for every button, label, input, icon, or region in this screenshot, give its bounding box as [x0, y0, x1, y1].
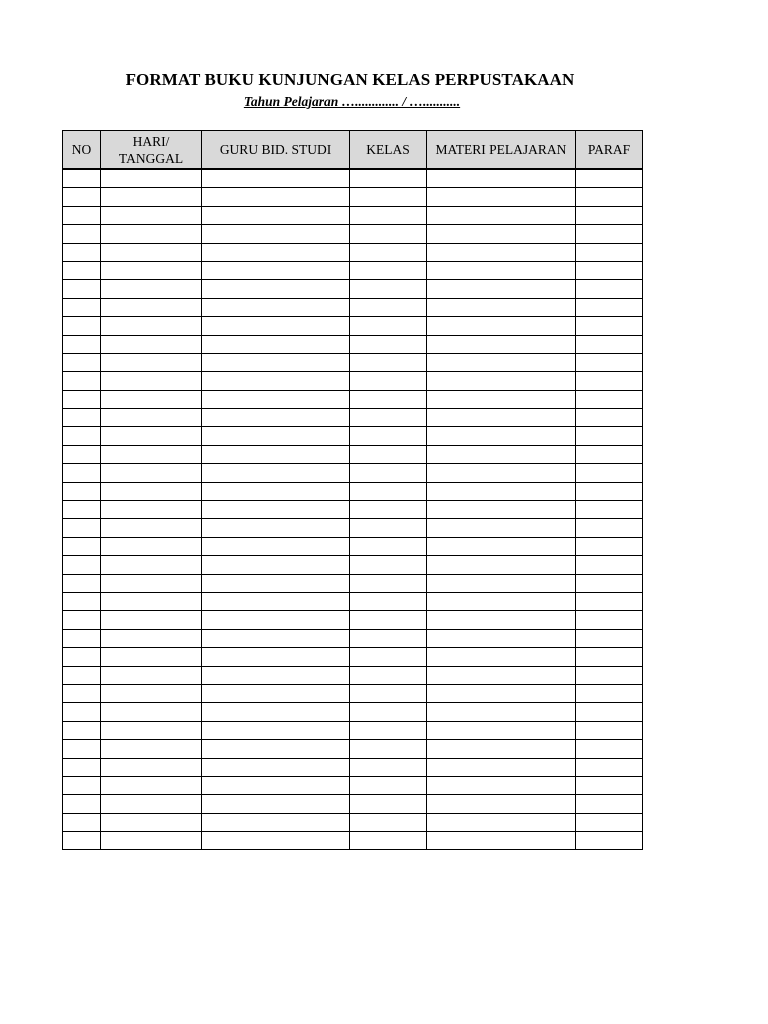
cell-kelas — [350, 501, 427, 519]
cell-hari — [101, 556, 202, 574]
cell-paraf — [576, 280, 643, 298]
cell-hari — [101, 740, 202, 758]
cell-materi — [427, 280, 576, 298]
cell-hari — [101, 684, 202, 702]
cell-kelas — [350, 317, 427, 335]
cell-materi — [427, 813, 576, 831]
cell-kelas — [350, 813, 427, 831]
cell-paraf — [576, 353, 643, 371]
cell-materi — [427, 261, 576, 279]
cell-paraf — [576, 372, 643, 390]
cell-kelas — [350, 409, 427, 427]
table-row — [63, 464, 643, 482]
table-row — [63, 574, 643, 592]
cell-paraf — [576, 261, 643, 279]
cell-paraf — [576, 721, 643, 739]
cell-paraf — [576, 648, 643, 666]
cell-materi — [427, 648, 576, 666]
cell-guru — [202, 703, 350, 721]
cell-materi — [427, 795, 576, 813]
cell-paraf — [576, 574, 643, 592]
visit-log-table — [62, 130, 643, 850]
cell-materi — [427, 225, 576, 243]
cell-materi — [427, 409, 576, 427]
cell-guru — [202, 592, 350, 610]
cell-no — [63, 648, 101, 666]
cell-no — [63, 261, 101, 279]
cell-no — [63, 353, 101, 371]
cell-hari — [101, 409, 202, 427]
cell-no — [63, 225, 101, 243]
cell-guru — [202, 574, 350, 592]
cell-paraf — [576, 776, 643, 794]
cell-no — [63, 169, 101, 188]
cell-paraf — [576, 206, 643, 224]
cell-guru — [202, 537, 350, 555]
cell-hari — [101, 225, 202, 243]
cell-kelas — [350, 206, 427, 224]
cell-paraf — [576, 629, 643, 647]
table-row — [63, 537, 643, 555]
cell-hari — [101, 317, 202, 335]
cell-no — [63, 795, 101, 813]
table-row — [63, 776, 643, 794]
column-header-guru: GURU BID. STUDI — [202, 131, 350, 170]
cell-guru — [202, 556, 350, 574]
cell-kelas — [350, 280, 427, 298]
cell-guru — [202, 317, 350, 335]
cell-materi — [427, 390, 576, 408]
cell-kelas — [350, 335, 427, 353]
cell-no — [63, 721, 101, 739]
table-row — [63, 427, 643, 445]
cell-paraf — [576, 482, 643, 500]
cell-materi — [427, 298, 576, 316]
cell-no — [63, 629, 101, 647]
cell-kelas — [350, 445, 427, 463]
cell-kelas — [350, 721, 427, 739]
cell-kelas — [350, 556, 427, 574]
cell-materi — [427, 556, 576, 574]
cell-guru — [202, 353, 350, 371]
cell-kelas — [350, 666, 427, 684]
column-header-paraf: PARAF — [576, 131, 643, 170]
table-row — [63, 813, 643, 831]
cell-no — [63, 740, 101, 758]
cell-hari — [101, 721, 202, 739]
cell-kelas — [350, 832, 427, 850]
cell-kelas — [350, 427, 427, 445]
cell-guru — [202, 684, 350, 702]
cell-no — [63, 519, 101, 537]
cell-paraf — [576, 317, 643, 335]
table-row — [63, 206, 643, 224]
cell-paraf — [576, 501, 643, 519]
cell-guru — [202, 813, 350, 831]
cell-guru — [202, 519, 350, 537]
cell-no — [63, 464, 101, 482]
table-row — [63, 684, 643, 702]
table-row — [63, 280, 643, 298]
table-row — [63, 225, 643, 243]
cell-guru — [202, 758, 350, 776]
cell-guru — [202, 280, 350, 298]
cell-hari — [101, 353, 202, 371]
cell-paraf — [576, 409, 643, 427]
cell-paraf — [576, 464, 643, 482]
column-header-materi: MATERI PELAJARAN — [427, 131, 576, 170]
cell-no — [63, 372, 101, 390]
cell-guru — [202, 225, 350, 243]
cell-materi — [427, 592, 576, 610]
cell-paraf — [576, 832, 643, 850]
cell-paraf — [576, 611, 643, 629]
cell-materi — [427, 501, 576, 519]
cell-materi — [427, 482, 576, 500]
cell-no — [63, 684, 101, 702]
cell-hari — [101, 501, 202, 519]
cell-hari — [101, 335, 202, 353]
cell-paraf — [576, 703, 643, 721]
cell-hari — [101, 776, 202, 794]
cell-kelas — [350, 390, 427, 408]
cell-hari — [101, 243, 202, 261]
cell-kelas — [350, 684, 427, 702]
table-row — [63, 298, 643, 316]
cell-hari — [101, 537, 202, 555]
cell-materi — [427, 372, 576, 390]
cell-materi — [427, 169, 576, 188]
table-row — [63, 482, 643, 500]
cell-guru — [202, 372, 350, 390]
cell-paraf — [576, 390, 643, 408]
table-row — [63, 409, 643, 427]
table-row — [63, 372, 643, 390]
cell-hari — [101, 832, 202, 850]
cell-materi — [427, 445, 576, 463]
column-header-kelas: KELAS — [350, 131, 427, 170]
cell-no — [63, 592, 101, 610]
cell-materi — [427, 611, 576, 629]
cell-no — [63, 482, 101, 500]
cell-kelas — [350, 188, 427, 206]
table-row — [63, 648, 643, 666]
cell-materi — [427, 574, 576, 592]
cell-hari — [101, 390, 202, 408]
cell-hari — [101, 427, 202, 445]
cell-no — [63, 574, 101, 592]
cell-kelas — [350, 592, 427, 610]
table-row — [63, 832, 643, 850]
cell-guru — [202, 261, 350, 279]
table-row — [63, 188, 643, 206]
cell-materi — [427, 537, 576, 555]
cell-paraf — [576, 445, 643, 463]
table-row — [63, 501, 643, 519]
cell-materi — [427, 206, 576, 224]
table-row — [63, 445, 643, 463]
cell-hari — [101, 703, 202, 721]
cell-paraf — [576, 758, 643, 776]
cell-materi — [427, 464, 576, 482]
cell-guru — [202, 721, 350, 739]
cell-kelas — [350, 372, 427, 390]
table-row — [63, 556, 643, 574]
cell-guru — [202, 298, 350, 316]
cell-no — [63, 813, 101, 831]
cell-no — [63, 409, 101, 427]
cell-no — [63, 776, 101, 794]
cell-paraf — [576, 537, 643, 555]
cell-kelas — [350, 482, 427, 500]
cell-no — [63, 758, 101, 776]
cell-guru — [202, 206, 350, 224]
cell-paraf — [576, 684, 643, 702]
cell-hari — [101, 611, 202, 629]
cell-materi — [427, 703, 576, 721]
cell-paraf — [576, 666, 643, 684]
cell-paraf — [576, 298, 643, 316]
table-row — [63, 629, 643, 647]
cell-no — [63, 280, 101, 298]
cell-hari — [101, 648, 202, 666]
cell-guru — [202, 740, 350, 758]
cell-materi — [427, 832, 576, 850]
cell-kelas — [350, 464, 427, 482]
cell-hari — [101, 445, 202, 463]
cell-materi — [427, 666, 576, 684]
cell-materi — [427, 353, 576, 371]
table-row — [63, 390, 643, 408]
cell-kelas — [350, 629, 427, 647]
table-row — [63, 758, 643, 776]
cell-guru — [202, 188, 350, 206]
cell-paraf — [576, 243, 643, 261]
cell-guru — [202, 611, 350, 629]
cell-no — [63, 832, 101, 850]
document-subtitle: Tahun Pelajaran …............. / …........... — [243, 94, 461, 109]
cell-no — [63, 390, 101, 408]
cell-hari — [101, 813, 202, 831]
column-header-hari-tanggal: HARI/ TANGGAL — [101, 131, 202, 170]
cell-materi — [427, 519, 576, 537]
cell-guru — [202, 482, 350, 500]
cell-kelas — [350, 776, 427, 794]
cell-hari — [101, 372, 202, 390]
cell-guru — [202, 666, 350, 684]
cell-materi — [427, 629, 576, 647]
cell-hari — [101, 261, 202, 279]
cell-materi — [427, 776, 576, 794]
cell-kelas — [350, 611, 427, 629]
cell-materi — [427, 243, 576, 261]
cell-hari — [101, 298, 202, 316]
cell-hari — [101, 592, 202, 610]
table-row — [63, 243, 643, 261]
cell-kelas — [350, 648, 427, 666]
cell-no — [63, 611, 101, 629]
cell-paraf — [576, 427, 643, 445]
cell-kelas — [350, 298, 427, 316]
cell-paraf — [576, 188, 643, 206]
cell-hari — [101, 206, 202, 224]
cell-no — [63, 317, 101, 335]
cell-kelas — [350, 795, 427, 813]
cell-no — [63, 501, 101, 519]
table-row — [63, 335, 643, 353]
table-body — [63, 169, 643, 850]
table-row — [63, 721, 643, 739]
cell-hari — [101, 795, 202, 813]
table-row — [63, 261, 643, 279]
cell-guru — [202, 427, 350, 445]
cell-kelas — [350, 261, 427, 279]
cell-no — [63, 666, 101, 684]
cell-no — [63, 556, 101, 574]
cell-guru — [202, 445, 350, 463]
cell-kelas — [350, 243, 427, 261]
cell-materi — [427, 721, 576, 739]
table-row — [63, 666, 643, 684]
cell-hari — [101, 519, 202, 537]
cell-guru — [202, 464, 350, 482]
table-row — [63, 353, 643, 371]
cell-kelas — [350, 169, 427, 188]
cell-no — [63, 335, 101, 353]
cell-materi — [427, 335, 576, 353]
cell-hari — [101, 629, 202, 647]
cell-materi — [427, 188, 576, 206]
cell-paraf — [576, 592, 643, 610]
cell-no — [63, 703, 101, 721]
table-row — [63, 740, 643, 758]
table-row — [63, 703, 643, 721]
column-header-no: NO — [63, 131, 101, 170]
cell-kelas — [350, 703, 427, 721]
cell-no — [63, 188, 101, 206]
cell-paraf — [576, 225, 643, 243]
cell-materi — [427, 758, 576, 776]
document-title: FORMAT BUKU KUNJUNGAN KELAS PERPUSTAKAAN — [125, 70, 575, 89]
cell-kelas — [350, 519, 427, 537]
cell-hari — [101, 280, 202, 298]
cell-guru — [202, 776, 350, 794]
cell-materi — [427, 740, 576, 758]
cell-no — [63, 206, 101, 224]
cell-guru — [202, 390, 350, 408]
cell-guru — [202, 335, 350, 353]
cell-kelas — [350, 574, 427, 592]
table-row — [63, 169, 643, 188]
cell-paraf — [576, 169, 643, 188]
table-header-row — [63, 131, 643, 170]
table-row — [63, 795, 643, 813]
cell-guru — [202, 795, 350, 813]
cell-materi — [427, 684, 576, 702]
cell-paraf — [576, 335, 643, 353]
cell-guru — [202, 243, 350, 261]
cell-no — [63, 537, 101, 555]
cell-guru — [202, 648, 350, 666]
cell-materi — [427, 427, 576, 445]
cell-hari — [101, 169, 202, 188]
cell-kelas — [350, 537, 427, 555]
cell-no — [63, 427, 101, 445]
table-row — [63, 519, 643, 537]
cell-kelas — [350, 225, 427, 243]
cell-guru — [202, 629, 350, 647]
cell-hari — [101, 574, 202, 592]
cell-paraf — [576, 556, 643, 574]
cell-paraf — [576, 795, 643, 813]
cell-hari — [101, 464, 202, 482]
cell-no — [63, 243, 101, 261]
cell-guru — [202, 409, 350, 427]
cell-hari — [101, 666, 202, 684]
cell-guru — [202, 832, 350, 850]
cell-kelas — [350, 758, 427, 776]
cell-no — [63, 445, 101, 463]
cell-hari — [101, 482, 202, 500]
cell-paraf — [576, 740, 643, 758]
cell-kelas — [350, 353, 427, 371]
table-row — [63, 611, 643, 629]
cell-paraf — [576, 519, 643, 537]
cell-no — [63, 298, 101, 316]
table-row — [63, 317, 643, 335]
cell-materi — [427, 317, 576, 335]
cell-paraf — [576, 813, 643, 831]
cell-hari — [101, 188, 202, 206]
cell-kelas — [350, 740, 427, 758]
table-row — [63, 592, 643, 610]
cell-hari — [101, 758, 202, 776]
cell-guru — [202, 501, 350, 519]
cell-guru — [202, 169, 350, 188]
